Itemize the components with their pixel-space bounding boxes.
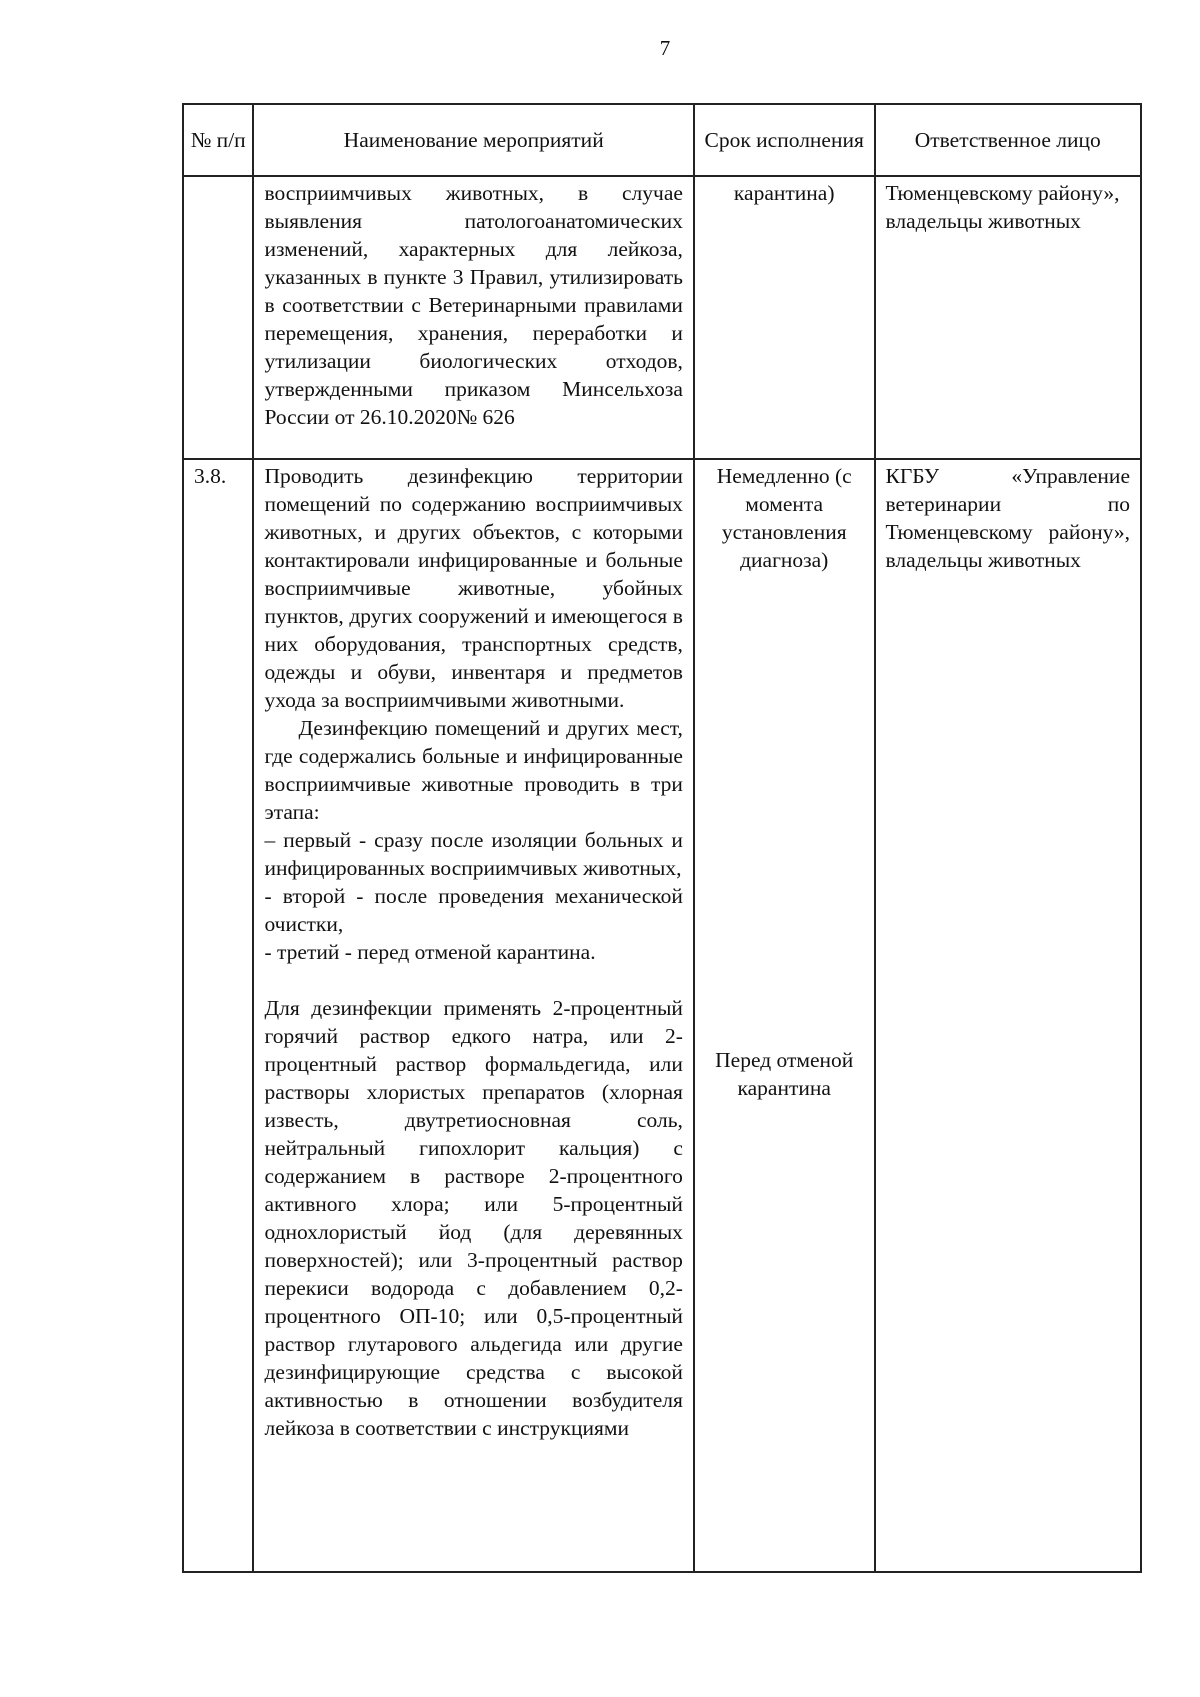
row-deadline: карантина) <box>694 176 875 459</box>
header-deadline: Срок исполнения <box>694 104 875 176</box>
header-responsible: Ответственное лицо <box>875 104 1142 176</box>
table-row <box>183 459 1141 1572</box>
spacer <box>705 574 864 1046</box>
header-num: № п/п <box>183 104 253 176</box>
row-deadline: Немедленно (с момента установления диагноза) <box>716 464 852 572</box>
row-deadline: Перед отменой карантина <box>715 1048 854 1100</box>
spacer <box>264 966 682 994</box>
measures-table-frame <box>182 103 1142 1573</box>
measures-table <box>182 103 1142 1573</box>
header-name: Наименование мероприятий <box>253 104 693 176</box>
measure-stage-item: - третий - перед отменой карантина. <box>264 940 596 964</box>
page-number: 7 <box>659 36 671 60</box>
row-number: 3.8. <box>183 459 253 1572</box>
table-header-row <box>183 104 1141 176</box>
measure-paragraph: Проводить дезинфекцию территории помещений по содержанию восприимчивых животных, и других объектов, с которыми контактировали инфицированные и больные восприимчивые животные, убойных пунктов, других сооружений и имеющегося в них оборудования, транспортных средств, одежды и обуви, инвентаря и предметов ухода за восприимчивыми животными. <box>264 464 683 712</box>
row-deadline-cell <box>694 459 875 1572</box>
measure-stage-item: - второй - после проведения механической очистки, <box>264 884 683 936</box>
row-responsible: КГБУ «Управление ветеринарии по Тюменцевскому району», владельцы животных <box>875 459 1142 1572</box>
row-responsible: Тюменцевскому району», владельцы животных <box>875 176 1142 459</box>
row-measure-cell <box>253 459 693 1572</box>
measure-stage-item: – первый - сразу после изоляции больных и инфицированных восприимчивых животных, <box>264 828 683 880</box>
row-number <box>183 176 253 459</box>
measure-paragraph: Для дезинфекции применять 2-процентный горячий раствор едкого натра, или 2-процентный раствор формальдегида, или растворы хлористых препаратов (хлорная известь, двутретиосновная соль, нейтральный гипохлорит кальция) с содержанием в растворе 2-процентного активного хлора; или 5-процентный однохлористый йод (для деревянных поверхностей); или 3-процентный раствор перекиси водорода с добавлением 0,2-процентного ОП-10; или 0,5-процентный раствор глутарового альдегида или другие дезинфицирующие средства с высокой активностью в отношении возбудителя лейкоза в соответствии с инструкциями <box>264 996 683 1440</box>
measure-paragraph: Дезинфекцию помещений и других мест, где содержались больные и инфицированные восприимчивые животные проводить в три этапа: <box>264 716 683 824</box>
row-measure-text: восприимчивых животных, в случае выявления патологоанатомических изменений, характерных для лейкоза, указанных в пункте 3 Правил, утилизировать в соответствии с Ветеринарными правилами перемещения, хранения, переработки и утилизации биологических отходов, утвержденными приказом Минсельхоза России от 26.10.2020№ 626 <box>253 176 693 459</box>
table-row <box>183 176 1141 459</box>
